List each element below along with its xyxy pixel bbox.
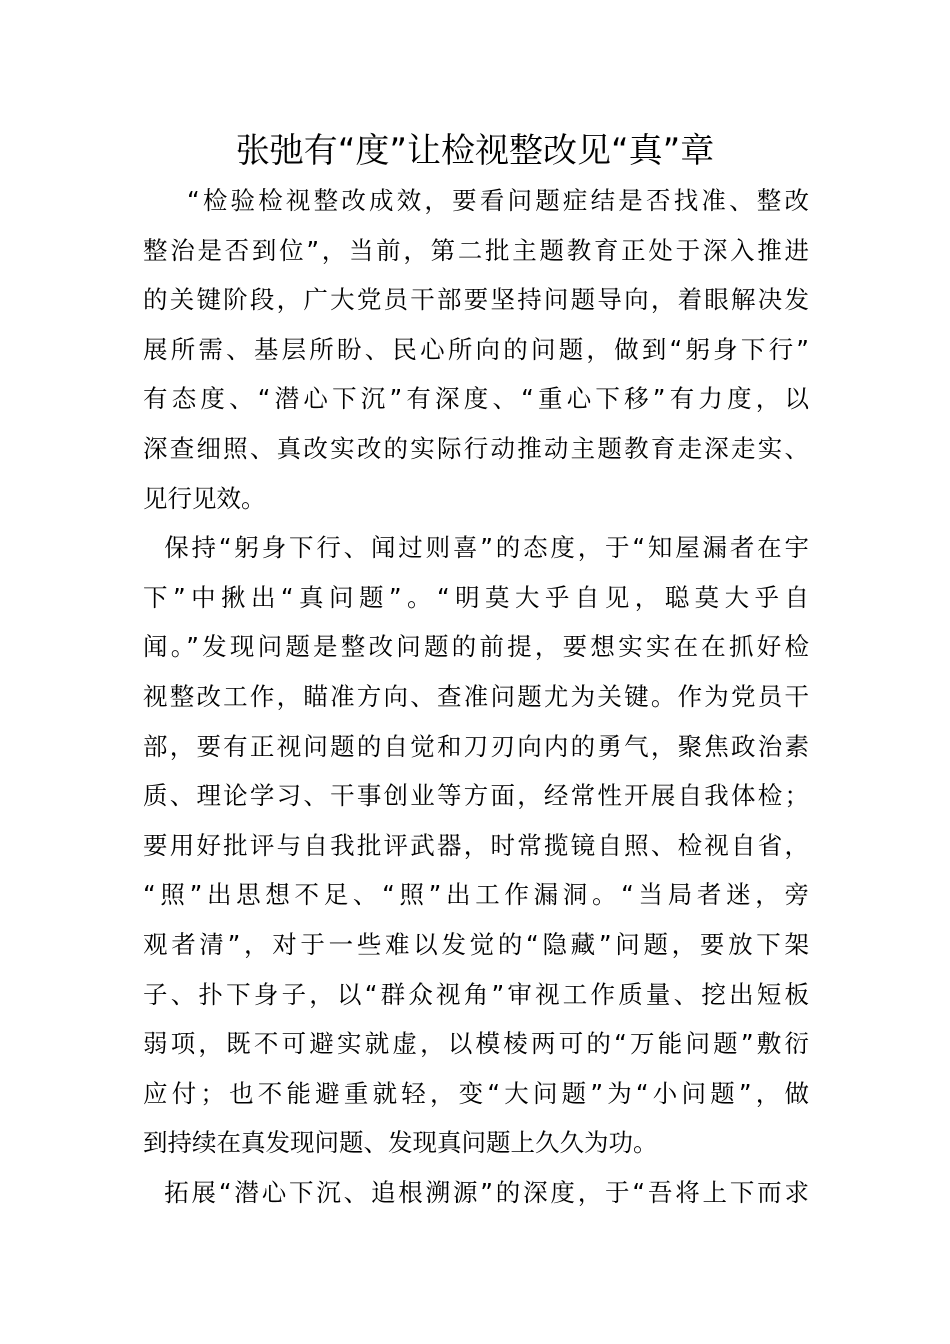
text-line: 部，要有正视问题的自觉和刀刃向内的勇气，聚焦政治素 [143,731,809,761]
text-line: 要用好批评与自我批评武器，时常揽镜自照、检视自省， [143,830,809,860]
text-line: 深查细照、真改实改的实际行动推动主题教育走深走实、 [143,433,809,463]
text-line: 的关键阶段，广大党员干部要坚持问题导向，着眼解决发 [143,285,809,315]
text-line: 闻。”发现问题是整改问题的前提，要想实实在在抓好检 [143,632,809,662]
text-line: 展所需、基层所盼、民心所向的问题，做到“躬身下行” [143,334,809,364]
text-line: “照”出思想不足、“照”出工作漏洞。“当局者迷，旁 [143,880,809,910]
text-line: 弱项，既不可避实就虚，以模棱两可的“万能问题”敷衍 [143,1029,809,1059]
text-line: 保持“躬身下行、闻过则喜”的态度，于“知屋漏者在宇 [143,533,809,563]
text-line: 有态度、“潜心下沉”有深度、“重心下移”有力度，以 [143,384,809,414]
text-line: 视整改工作，瞄准方向、查准问题尤为关键。作为党员干 [143,681,809,711]
text-line: 拓展“潜心下沉、追根溯源”的深度，于“吾将上下而求 [143,1177,809,1207]
text-line: 下”中揪出“真问题”。“明莫大乎自见，聪莫大乎自 [143,582,809,612]
text-line: 质、理论学习、干事创业等方面，经常性开展自我体检； [143,781,809,811]
document-title: 张弛有“度”让检视整改见“真”章 [235,131,715,171]
text-line: 应付；也不能避重就轻，变“大问题”为“小问题”，做 [143,1078,809,1108]
document-body [143,176,809,1217]
text-line: “检验检视整改成效，要看问题症结是否找准、整改 [143,186,809,215]
paragraph-2 [143,523,809,1168]
text-line: 整治是否到位”，当前，第二批主题教育正处于深入推进 [143,235,809,265]
text-line: 见行见效。 [143,483,266,513]
text-line: 子、扑下身子，以“群众视角”审视工作质量、挖出短板 [143,979,809,1009]
paragraph-1 [143,176,809,523]
paragraph-3 [143,1168,809,1218]
text-line: 到持续在真发现问题、发现真问题上久久为功。 [143,1128,658,1158]
text-line: 观者清”，对于一些难以发觉的“隐藏”问题，要放下架 [143,929,809,959]
